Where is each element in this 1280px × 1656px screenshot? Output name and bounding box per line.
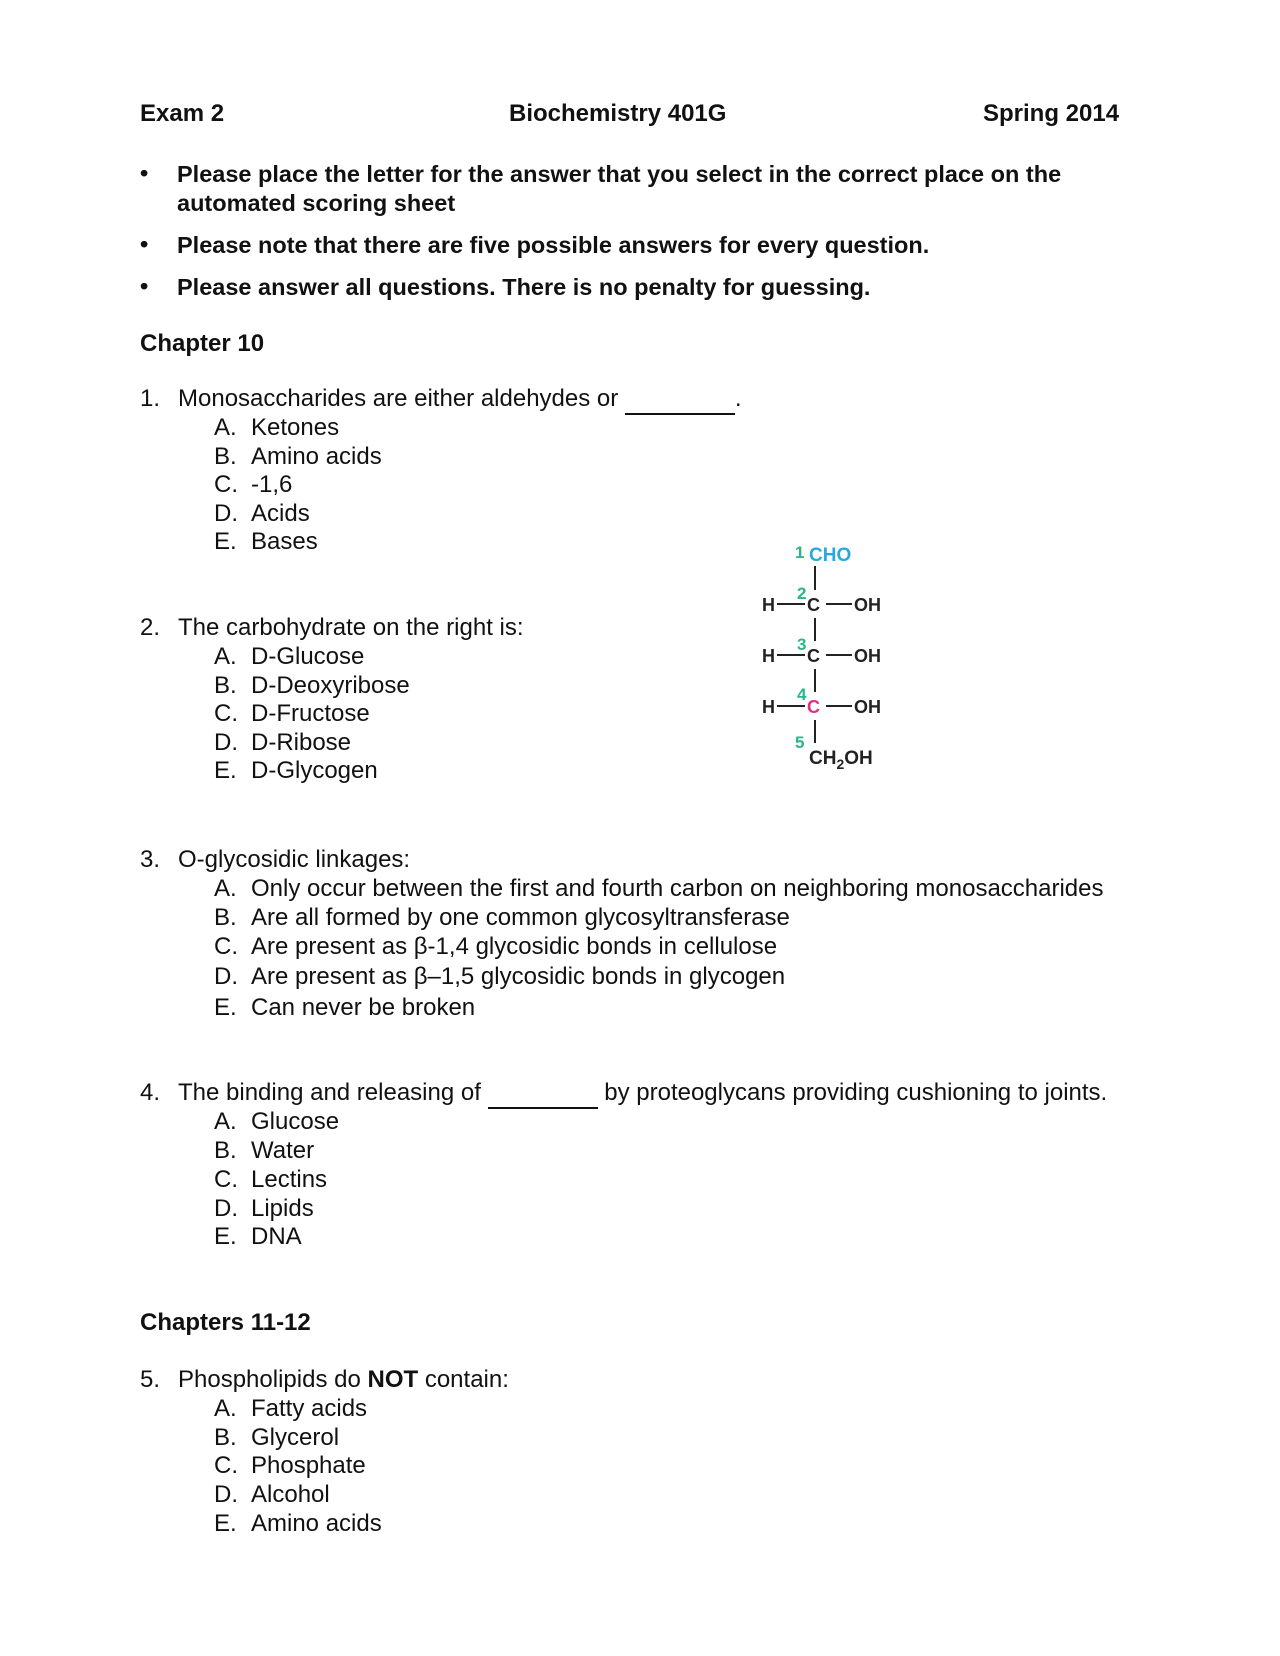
option-text: Amino acids bbox=[251, 1510, 382, 1537]
carbon-number-5: 5 bbox=[795, 733, 805, 752]
stem-end: by proteoglycans providing cushioning to joints. bbox=[604, 1079, 1108, 1106]
option-letter: D. bbox=[214, 1195, 238, 1222]
option-letter: B. bbox=[214, 1424, 237, 1451]
option-text: Acids bbox=[251, 500, 310, 527]
carbon-number-4: 4 bbox=[797, 685, 807, 704]
stem-emphasis: NOT bbox=[367, 1366, 419, 1393]
answer-blank bbox=[625, 385, 735, 415]
option-letter: C. bbox=[214, 471, 238, 498]
carbon-number-1: 1 bbox=[795, 543, 805, 562]
bullet: • bbox=[140, 160, 149, 186]
question-stem: The carbohydrate on the right is: bbox=[178, 614, 524, 641]
hydroxyl-group: OH bbox=[854, 646, 881, 666]
ch-text: CH bbox=[809, 748, 837, 769]
option-text: Lectins bbox=[251, 1166, 328, 1193]
option-text: D-Deoxyribose bbox=[251, 672, 410, 699]
question-stem bbox=[178, 1366, 509, 1394]
instruction-text: Please place the letter for the answer that you select in the correct place on the automated scoring sheet bbox=[177, 161, 1062, 216]
option-letter: C. bbox=[214, 1166, 238, 1193]
aldehyde-group: CHO bbox=[809, 545, 852, 566]
option-text: Amino acids bbox=[251, 443, 382, 470]
option-letter: C. bbox=[214, 933, 238, 960]
option-text: D-Glucose bbox=[251, 643, 365, 670]
chapter-heading: Chapter 10 bbox=[140, 330, 265, 357]
carbon-number-2: 2 bbox=[797, 584, 807, 603]
h-atom: H bbox=[762, 646, 775, 666]
option-text: Glucose bbox=[251, 1108, 340, 1135]
option-letter: A. bbox=[214, 875, 237, 902]
option-letter: A. bbox=[214, 1395, 237, 1422]
header-term: Spring 2014 bbox=[983, 100, 1120, 127]
option-letter: D. bbox=[214, 1481, 238, 1508]
header-course: Biochemistry 401G bbox=[509, 100, 727, 127]
option-letter: A. bbox=[214, 1108, 237, 1135]
option-letter: E. bbox=[214, 1223, 237, 1250]
option-letter: C. bbox=[214, 700, 238, 727]
hydroxyl-group: OH bbox=[854, 697, 881, 717]
carbon-atom: C bbox=[807, 646, 820, 666]
option-text: Ketones bbox=[251, 414, 340, 441]
instruction-text: Please answer all questions. There is no penalty for guessing. bbox=[177, 274, 871, 300]
option-text: Are present as β–1,5 glycosidic bonds in glycogen bbox=[251, 963, 786, 990]
bullet: • bbox=[140, 231, 149, 257]
h-atom: H bbox=[762, 595, 775, 615]
question-number: 5. bbox=[140, 1366, 161, 1393]
option-text: Fatty acids bbox=[251, 1395, 368, 1422]
option-text: D-Fructose bbox=[251, 700, 370, 727]
option-text: Glycerol bbox=[251, 1424, 340, 1451]
stem-end: contain: bbox=[424, 1366, 509, 1393]
option-letter: A. bbox=[214, 414, 237, 441]
answer-blank bbox=[488, 1079, 598, 1109]
option-letter: E. bbox=[214, 1510, 237, 1537]
option-text: Are all formed by one common glycosyltransferase bbox=[251, 904, 790, 931]
option-text: Can never be broken bbox=[251, 994, 476, 1021]
option-text: Alcohol bbox=[251, 1481, 330, 1508]
option-letter: B. bbox=[214, 672, 237, 699]
hydroxyl-group: OH bbox=[854, 595, 881, 615]
option-text: Water bbox=[251, 1137, 315, 1164]
stem-text: Phospholipids do bbox=[178, 1366, 361, 1393]
stem-text: Monosaccharides are either aldehydes or bbox=[178, 385, 619, 412]
carbon-atom: C bbox=[807, 595, 820, 615]
option-text: Only occur between the first and fourth carbon on neighboring monosaccharides bbox=[251, 875, 1104, 902]
hydroxymethyl-group bbox=[809, 748, 873, 772]
option-text: D-Glycogen bbox=[251, 757, 378, 784]
carbon-number-3: 3 bbox=[797, 635, 807, 654]
option-text: Are present as β-1,4 glycosidic bonds in cellulose bbox=[251, 933, 778, 960]
question-stem bbox=[178, 1079, 1107, 1109]
option-text: DNA bbox=[251, 1223, 302, 1250]
option-letter: D. bbox=[214, 963, 238, 990]
option-letter: B. bbox=[214, 1137, 237, 1164]
stem-text: The binding and releasing of bbox=[178, 1079, 481, 1106]
option-letter: A. bbox=[214, 643, 237, 670]
stem-end: . bbox=[734, 385, 742, 412]
option-letter: D. bbox=[214, 500, 238, 527]
h-atom: H bbox=[762, 697, 775, 717]
option-letter: E. bbox=[214, 994, 237, 1021]
option-letter: C. bbox=[214, 1452, 238, 1479]
header-exam: Exam 2 bbox=[140, 100, 225, 127]
instruction-text: Please note that there are five possible answers for every question. bbox=[177, 232, 930, 258]
ribose-fischer-structure bbox=[755, 536, 915, 786]
question-number: 3. bbox=[140, 846, 161, 873]
question-stem: O-glycosidic linkages: bbox=[178, 846, 411, 873]
option-letter: B. bbox=[214, 904, 237, 931]
option-letter: B. bbox=[214, 443, 237, 470]
carbon-atom-c4: C bbox=[807, 697, 820, 717]
question-number: 1. bbox=[140, 385, 161, 412]
question-stem bbox=[178, 385, 742, 415]
question-number: 2. bbox=[140, 614, 161, 641]
option-letter: E. bbox=[214, 757, 237, 784]
option-text: Bases bbox=[251, 528, 318, 555]
oh-text: OH bbox=[844, 748, 873, 769]
option-text: Lipids bbox=[251, 1195, 314, 1222]
option-text: -1,6 bbox=[251, 471, 293, 498]
question-number: 4. bbox=[140, 1079, 161, 1106]
option-text: D-Ribose bbox=[251, 729, 352, 756]
subscript-2: 2 bbox=[836, 756, 845, 772]
option-letter: E. bbox=[214, 528, 237, 555]
chapter-heading: Chapters 11-12 bbox=[140, 1309, 311, 1336]
option-letter: D. bbox=[214, 729, 238, 756]
option-text: Phosphate bbox=[251, 1452, 366, 1479]
bullet: • bbox=[140, 273, 149, 299]
